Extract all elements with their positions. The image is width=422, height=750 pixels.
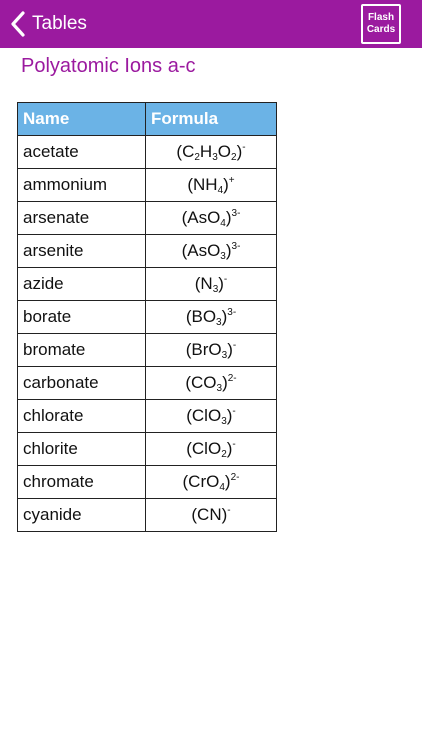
formula-text: (N [194, 274, 213, 293]
chevron-left-icon [8, 8, 30, 40]
formula-text: ) [226, 406, 233, 425]
ion-name-cell: acetate [18, 136, 146, 169]
formula-text: (AsO [181, 241, 221, 260]
polyatomic-ions-table [17, 102, 277, 532]
formula-subscript: 3 [212, 152, 218, 163]
ion-name-cell: azide [18, 268, 146, 301]
formula-charge: - [232, 340, 237, 351]
formula-text: (CO [185, 373, 217, 392]
formula-text: (BrO [185, 340, 222, 359]
formula-text: ) [218, 274, 224, 293]
ion-name-cell: chlorate [18, 400, 146, 433]
formula-text: H [199, 142, 213, 161]
table-row [18, 301, 277, 334]
formula-subscript: 3 [221, 350, 228, 361]
formula-charge: - [223, 274, 228, 285]
formula-text: (ClO [186, 406, 222, 425]
formula-subscript: 2 [231, 152, 237, 163]
ion-name-cell: arsenate [18, 202, 146, 235]
formula-text: ) [221, 307, 228, 326]
ion-name-cell: ammonium [18, 169, 146, 202]
formula-subscript: 4 [219, 482, 225, 493]
formula-subscript: 3 [221, 416, 227, 427]
formula-text: ) [225, 208, 232, 227]
ion-formula-cell [146, 169, 277, 202]
ion-formula-cell [146, 466, 277, 499]
ion-name-cell: arsenite [18, 235, 146, 268]
formula-text: (CrO [182, 472, 220, 491]
formula-text: (CN) [191, 505, 228, 524]
column-header-name: Name [18, 103, 146, 136]
column-header-formula: Formula [146, 103, 277, 136]
formula-text: (NH [187, 175, 218, 194]
back-button[interactable] [8, 8, 87, 40]
formula-charge: 3- [231, 208, 241, 219]
ion-formula-cell [146, 433, 277, 466]
formula-text: (C [176, 142, 195, 161]
table-row [18, 268, 277, 301]
table-row [18, 400, 277, 433]
ion-formula-cell [146, 301, 277, 334]
flash-cards-label-line2: Cards [366, 24, 396, 35]
table-row [18, 466, 277, 499]
table-row [18, 433, 277, 466]
formula-subscript: 3 [216, 383, 223, 394]
formula-text: O [217, 142, 231, 161]
flash-cards-button[interactable] [361, 4, 401, 44]
formula-subscript: 4 [220, 218, 226, 229]
ion-name-cell: borate [18, 301, 146, 334]
formula-charge: 2- [230, 472, 240, 483]
formula-text: ) [223, 175, 229, 194]
formula-text: (BO [185, 307, 217, 326]
formula-charge: - [232, 439, 236, 450]
ion-formula-cell [146, 235, 277, 268]
formula-charge: 2- [227, 373, 237, 384]
formula-charge: - [227, 505, 231, 516]
table-row [18, 169, 277, 202]
table-header-row [18, 103, 277, 136]
table-row [18, 367, 277, 400]
ion-formula-cell [146, 136, 277, 169]
table-body [18, 136, 277, 532]
formula-subscript: 2 [221, 449, 227, 460]
formula-charge: - [242, 142, 246, 153]
formula-text: ) [225, 241, 232, 260]
ion-formula-cell [146, 334, 277, 367]
formula-text: ) [222, 373, 228, 392]
flash-cards-label-line1: Flash [367, 12, 395, 23]
ion-formula-cell [146, 499, 277, 532]
formula-text: ) [236, 142, 243, 161]
ion-formula-cell [146, 268, 277, 301]
ion-name-cell: bromate [18, 334, 146, 367]
formula-text: (ClO [186, 439, 222, 458]
formula-text: ) [224, 472, 231, 491]
formula-text: (AsO [181, 208, 221, 227]
formula-charge: + [228, 175, 235, 186]
formula-text: ) [226, 439, 233, 458]
ion-name-cell: chlorite [18, 433, 146, 466]
formula-charge: - [232, 406, 236, 417]
formula-text: ) [227, 340, 233, 359]
nav-bar [0, 0, 422, 48]
formula-subscript: 3 [216, 317, 222, 328]
formula-subscript: 2 [194, 152, 200, 163]
table-row [18, 235, 277, 268]
table-row [18, 334, 277, 367]
ion-name-cell: carbonate [18, 367, 146, 400]
ion-formula-cell [146, 202, 277, 235]
ion-name-cell: cyanide [18, 499, 146, 532]
page-title: Polyatomic Ions a-c [21, 55, 196, 77]
ion-formula-cell [146, 367, 277, 400]
formula-subscript: 4 [217, 185, 224, 196]
formula-charge: 3- [231, 241, 241, 252]
back-label: Tables [32, 13, 87, 34]
formula-subscript: 3 [220, 251, 226, 262]
formula-charge: 3- [227, 307, 237, 318]
ion-formula-cell [146, 400, 277, 433]
table-row [18, 499, 277, 532]
table-row [18, 136, 277, 169]
formula-subscript: 3 [212, 284, 219, 295]
ion-name-cell: chromate [18, 466, 146, 499]
table-row [18, 202, 277, 235]
